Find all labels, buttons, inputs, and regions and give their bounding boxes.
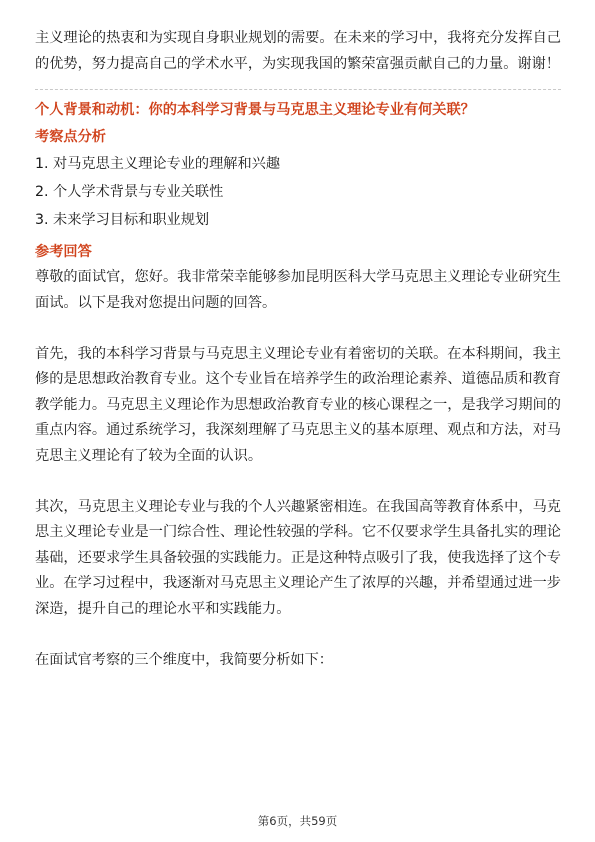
analysis-points-list — [35, 150, 561, 234]
analysis-heading: 考察点分析 — [35, 129, 106, 145]
answer-heading: 参考回答 — [35, 244, 92, 260]
page-footer: 第6页，共59页 — [257, 814, 338, 828]
intro-paragraph: 主义理论的热衷和为实现自身职业规划的需要。在未来的学习中，我将充分发挥自己的优势，努力提高自己的学术水平，为实现我国的繁荣富强贡献自己的力量。谢谢！ — [35, 30, 561, 72]
answer-paragraph: 其次，马克思主义理论专业与我的个人兴趣紧密相连。在我国高等教育体系中，马克思主义理论专业是一门综合性、理论性较强的学科。它不仅要求学生具备扎实的理论基础，还要求学生具备较强的实践能力。正是这种特点吸引了我，使我选择了这个专业。在学习过程中，我逐渐对马克思主义理论产生了浓厚的兴趣，并希望通过进一步深造，提升自己的理论水平和实践能力。 — [35, 498, 561, 617]
analysis-point: 3. 未来学习目标和职业规划 — [35, 212, 210, 228]
answer-paragraph: 尊敬的面试官，您好。我非常荣幸能够参加昆明医科大学马克思主义理论专业研究生面试。以下是我对您提出问题的回答。 — [35, 269, 561, 311]
section-divider — [35, 89, 561, 90]
question-heading: 个人背景和动机：你的本科学习背景与马克思主义理论专业有何关联？ — [35, 102, 475, 118]
answer-paragraph: 首先，我的本科学习背景与马克思主义理论专业有着密切的关联。在本科期间，我主修的是思想政治教育专业。这个专业旨在培养学生的政治理论素养、道德品质和教育教学能力。马克思主义理论作为思想政治教育专业的核心课程之一，是我学习期间的重点内容。通过系统学习，我深刻理解了马克思主义的基本原理、观点和方法，对马克思主义理论有了较为全面的认识。 — [35, 345, 561, 464]
analysis-point: 1. 对马克思主义理论专业的理解和兴趣 — [35, 156, 281, 172]
document-page — [35, 26, 561, 699]
answer-paragraph: 在面试官考察的三个维度中，我简要分析如下： — [35, 651, 333, 668]
analysis-point: 2. 个人学术背景与专业关联性 — [35, 184, 224, 200]
